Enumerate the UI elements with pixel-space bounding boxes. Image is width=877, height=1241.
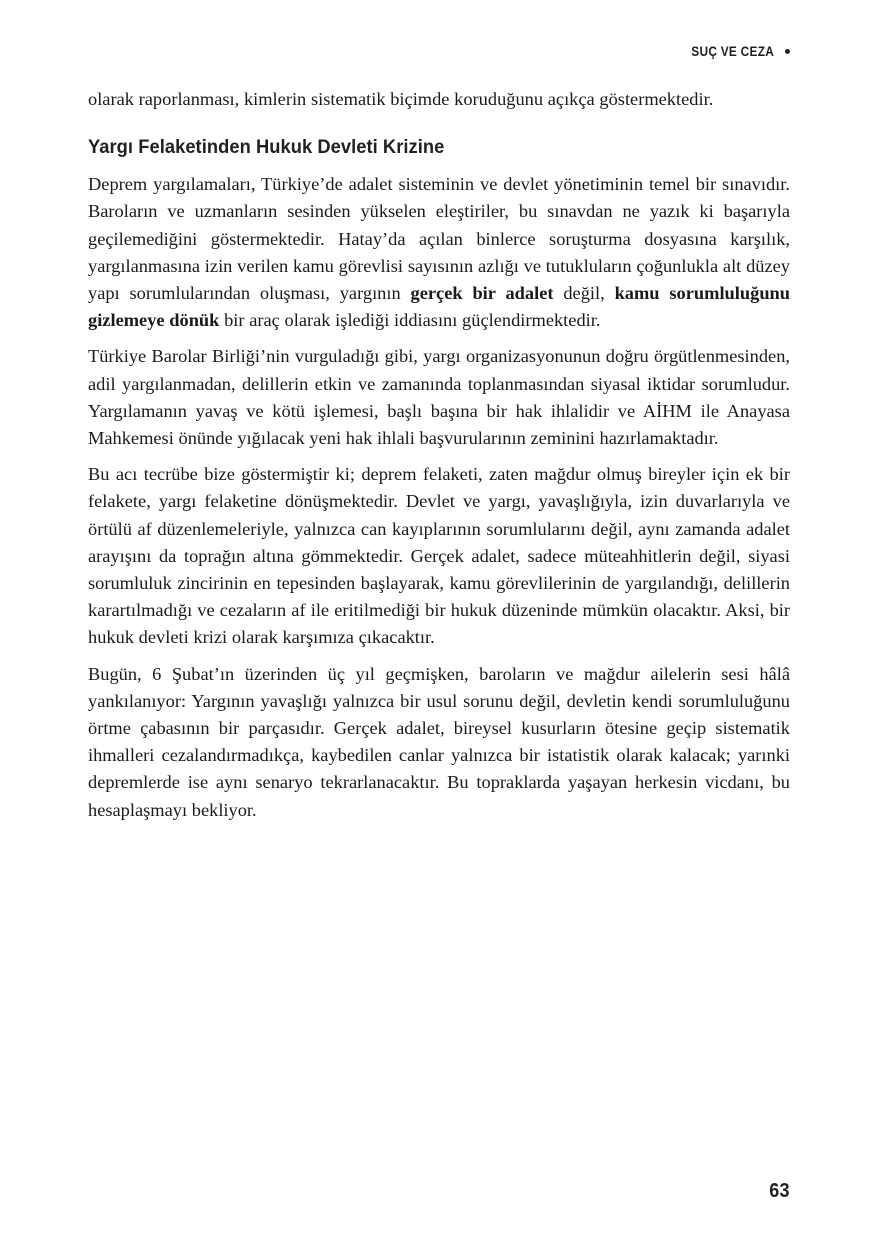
text-column — [88, 86, 790, 824]
running-header-title: SUÇ VE CEZA — [691, 43, 774, 59]
bullet-dot-icon — [785, 49, 790, 54]
paragraph-4: Bugün, 6 Şubat’ın üzerinden üç yıl geçmişken, baroların ve mağdur ailelerin sesi hâlâ yankılanıyor: Yargının yavaşlığı yalnızca bir usul sorunu değil, devletin kendi sorumluluğunu örtme çabasının bir parçasıdır. Gerçek adalet, bireysel kusurların ötesine geçip sistematik ihmalleri cezalandırmadıkça, kaybedilen canlar yalnızca bir istatistik olarak kalacak; yarınki depremlerde ise aynı senaryo tekrarlanacaktır. Bu topraklarda yaşayan herkesin vicdanı, bu hesaplaşmayı bekliyor. — [88, 663, 790, 820]
paragraph-1-emphasis-2: kamu sorumluluğunu gizlemeye dönük — [88, 283, 790, 331]
paragraph-1-part-3: bir araç olarak işlediği iddiasını güçlendirmektedir. — [219, 310, 601, 331]
continued-paragraph: olarak raporlanması, kimlerin sistematik biçimde koruduğunu açıkça göstermektedir. — [88, 89, 714, 109]
paragraph-1-emphasis-1: gerçek bir adalet — [410, 283, 554, 304]
paragraph-1-part-1: Deprem yargılamaları, Türkiye’de adalet sisteminin ve devlet yönetiminin temel bir sınavıdır. Baroların ve uzmanların sesinden yükselen eleştiriler, bu sınavdan ne yazık ki başarıyla geçilemediğini göstermektedir. Hatay’da açılan binlerce soruşturma dosyasına karşılık, yargılanmasına izin verilen kamu görevlisi sayısının azlığı ve tutukluların çoğunlukla alt düzey yapı sorumlularından oluşması, yargının — [88, 174, 790, 304]
paragraph-2: Türkiye Barolar Birliği’nin vurguladığı gibi, yargı organizasyonunun doğru örgütlenmesinden, adil yargılanmadan, delillerin etkin ve zamanında toplanmasından siyasal iktidar sorumludur. Yargılamanın yavaş ve kötü işlemesi, başlı başına bir hak ihlalidir ve AİHM ile Anayasa Mahkemesi önünde yığılacak yeni hak ihlali başvurularının zeminini hazırlamaktadır. — [88, 346, 790, 449]
paragraph-1-part-2: değil, — [553, 283, 615, 304]
section-heading: Yargı Felaketinden Hukuk Devleti Krizine — [88, 136, 445, 159]
running-header — [680, 42, 790, 60]
paragraph-1 — [88, 171, 790, 334]
paragraph-3: Bu acı tecrübe bize göstermiştir ki; deprem felaketi, zaten mağdur olmuş bireyler için ek bir felakete, yargı felaketine dönüşmektedir. Devlet ve yargı, yavaşlığıyla, izin duvarlarıyla ve örtülü af düzenlemeleriyle, yalnızca can kayıplarının sorumlularını değil, aynı zamanda adalet arayışını da toprağın altına gömmektedir. Gerçek adalet, sadece müteahhitlerin değil, siyasi sorumluluk zincirinin en tepesinden başlayarak, kamu görevlilerinin de yargılandığı, delillerin karartılmadığı ve cezaların af ile eritilmediği bir hukuk düzeninde mümkün olacaktır. Aksi, bir hukuk devleti krizi olarak karşımıza çıkacaktır. — [88, 464, 790, 648]
page-number: 63 — [769, 1180, 790, 1202]
